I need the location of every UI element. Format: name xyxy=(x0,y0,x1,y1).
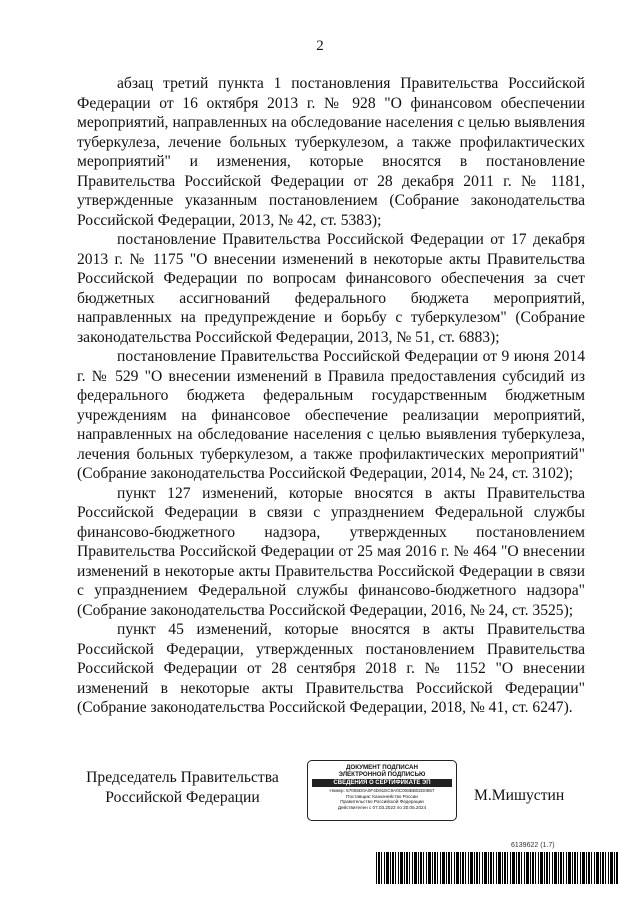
paragraph-5: пункт 45 изменений, которые вносятся в акты Правительства Российской Федерации, утвержденных постановлением Правительства Российской Федерации от 28 сентября 2018 г. № 1152 "О внесении изменений в некоторые акты Правительства Российской Федерации" (Собрание законодательства Российской Федерации, 2018, № 41, ст. 6247). xyxy=(77,621,585,716)
page-number: 2 xyxy=(316,38,324,54)
signatory-position-line2: Российской Федерации xyxy=(105,788,260,806)
stamp-line2: ЭЛЕКТРОННОЙ ПОДПИСЬЮ xyxy=(338,771,426,778)
paragraph-4: пункт 127 изменений, которые вносятся в акты Правительства Российской Федерации в связи с упразднением Федеральной службы финансово-бюджетного надзора, утвержденных постановлением Правительства Российской Федерации от 25 мая 2016 г. № 464 "О внесении изменений в некоторые акты Правительства Российской Федерации в связи с упразднением Федеральной службы финансово-бюджетного надзора" (Собрание законодательства Российской Федерации, 2016, № 24, ст. 3525); xyxy=(77,484,585,619)
stamp-validity: Действителен с 07.03.2023 по 30.05.2024 xyxy=(337,804,427,810)
paragraph-1: абзац третий пункта 1 постановления Правительства Российской Федерации от 16 октября 2013 г. № 928 "О финансовом обеспечении мероприятий, направленных на обследование населения с целью выявления туберкулеза, лечение больных туберкулезом, а также профилактических мероприятий" и изменения, которые вносятся в постановление Правительства Российской Федерации от 28 декабря 2011 г. № 1181, утвержденные указанным постановлением (Собрание законодательства Российской Федерации, 2013, № 42, ст. 5383); xyxy=(77,75,585,229)
paragraph-2: постановление Правительства Российской Федерации от 17 декабря 2013 г. № 1175 "О внесении изменений в некоторые акты Правительства Российской Федерации по вопросам финансового обеспечения за счет бюджетных ассигнований федерального бюджета мероприятий, направленных на предупреждение и борьбу с туберкулезом" (Собрание законодательства Российской Федерации, 2013, № 51, ст. 6883); xyxy=(77,231,585,346)
document-code: 6139622 (1.7) xyxy=(511,842,555,849)
barcode-icon xyxy=(376,852,619,884)
electronic-signature-stamp xyxy=(307,760,457,821)
signatory-position xyxy=(80,768,285,807)
signatory-position-line1: Председатель Правительства xyxy=(86,769,279,786)
stamp-line1: ДОКУМЕНТ ПОДПИСАН xyxy=(346,764,418,771)
paragraph-3: постановление Правительства Российской Федерации от 9 июня 2014 г. № 529 "О внесении изменений в Правила предоставления субсидий из федерального бюджета федеральным государственным бюджетным учреждениям на финансовое обеспечение реализации мероприятий, направленных на обследование населения с целью выявления туберкулеза, лечения больных туберкулезом, а также профилактических мероприятий" (Собрание законодательства Российской Федерации, 2014, № 24, ст. 3102); xyxy=(77,348,585,482)
stamp-issuer2: Правительство Российской Федерации xyxy=(340,799,424,805)
document-body xyxy=(77,74,585,718)
stamp-band: СВЕДЕНИЯ О СЕРТИФИКАТЕ ЭП xyxy=(312,779,452,787)
signatory-name: М.Мишустин xyxy=(474,787,565,804)
stamp-cert-number: Номер: 57055D0A0F4D91EC9A0C008BB02D0857 xyxy=(329,788,435,793)
stamp-issuer1: Поставщик: Казначейство России xyxy=(346,793,418,799)
